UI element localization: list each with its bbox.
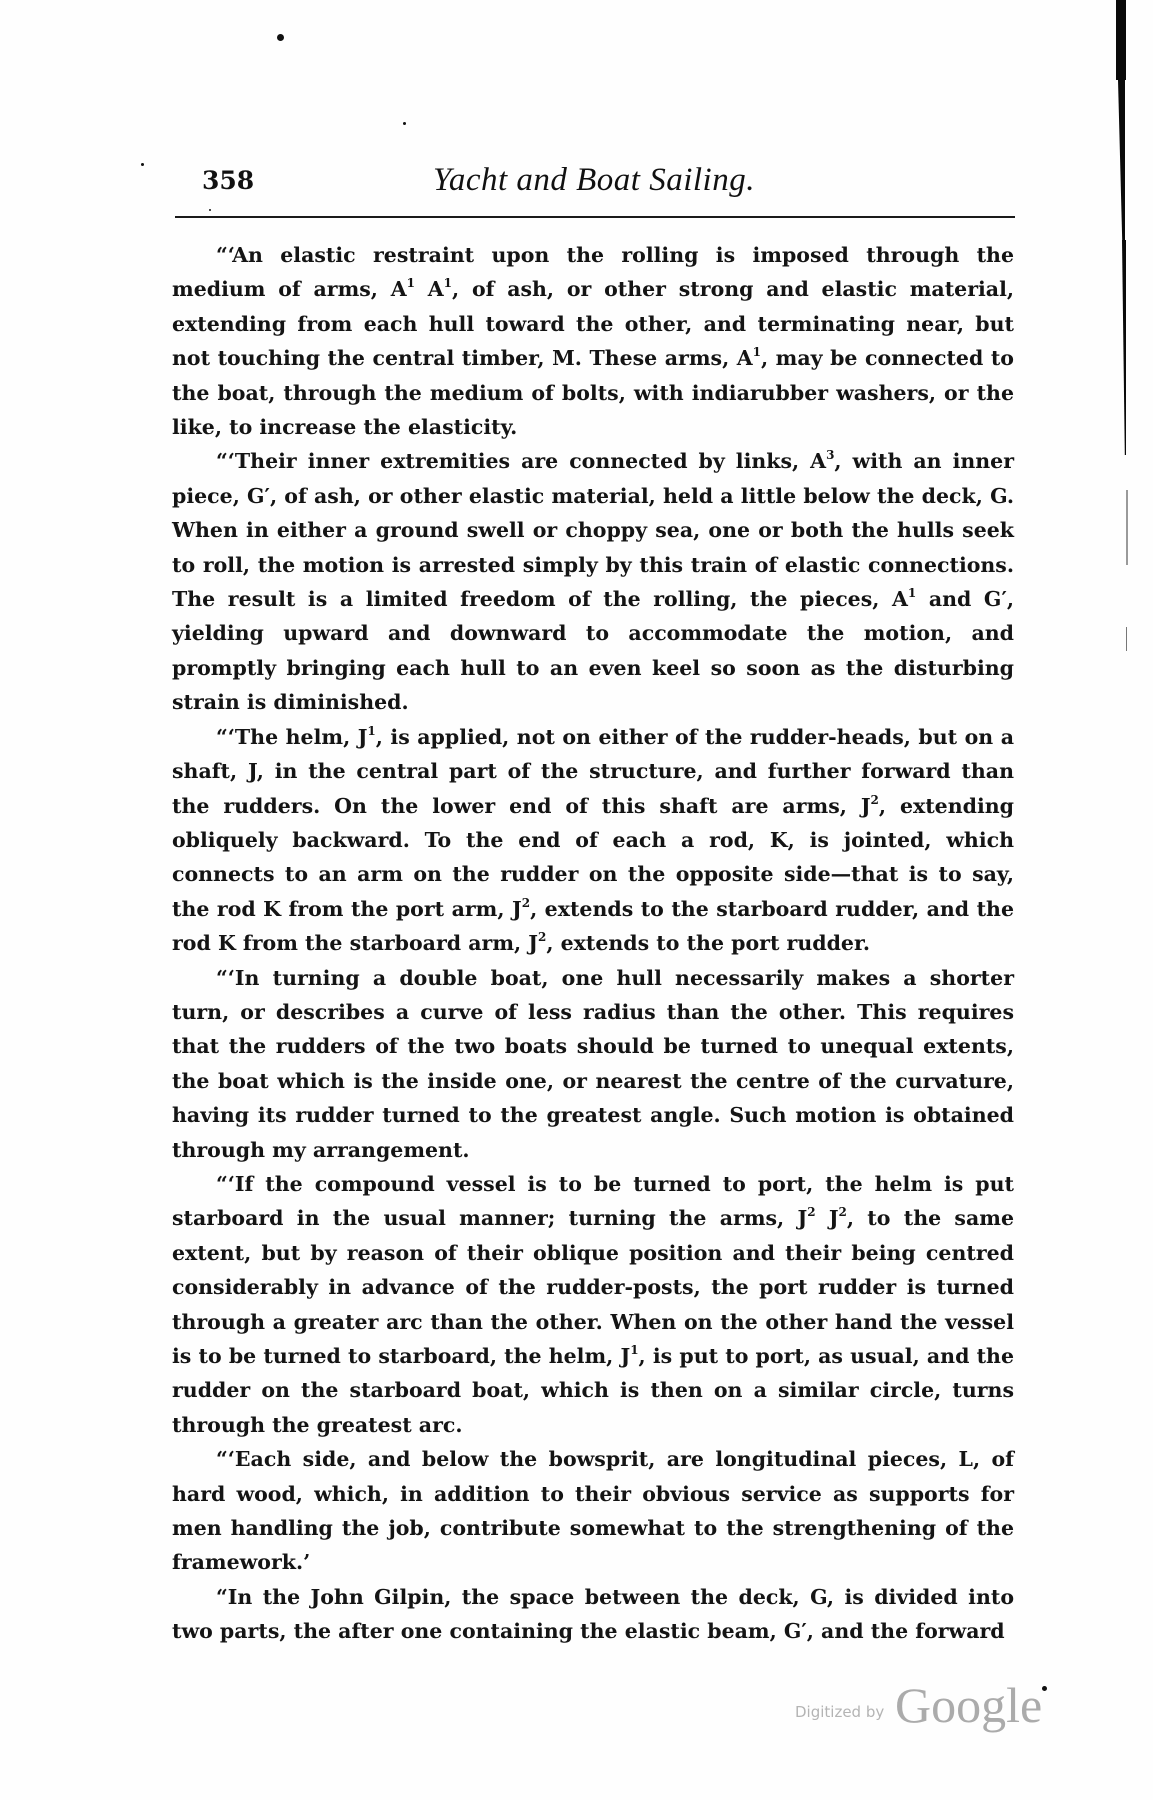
- binding-edge-bar: [1118, 80, 1125, 240]
- watermark-brand: Google: [895, 1677, 1043, 1733]
- text-run: , extends to the port rudder.: [546, 931, 871, 956]
- text-run: J: [815, 1206, 839, 1231]
- page-number: 358: [202, 166, 255, 195]
- superscript-index: 1: [406, 276, 415, 291]
- text-run: “‘Their inner extremities are connected by links, A: [216, 449, 827, 474]
- binding-edge-bar: [1116, 0, 1126, 80]
- superscript-index: 2: [537, 930, 547, 945]
- paragraph: [172, 1580, 1014, 1649]
- superscript-index: 1: [367, 723, 376, 738]
- superscript-index: 2: [838, 1205, 847, 1220]
- text-run: , extends to the starboard rudder, and the rod K from the starboard arm, J: [172, 896, 1014, 956]
- scan-speck: [403, 122, 406, 125]
- text-run: “‘An elastic restraint upon the rolling is imposed through the medium of arms, A: [172, 243, 1014, 302]
- paragraph: [172, 1442, 1014, 1580]
- superscript-index: 2: [870, 792, 879, 807]
- scan-speck: [277, 34, 284, 41]
- text-run: “‘The helm, J: [216, 724, 368, 749]
- text-run: , is applied, not on either of the rudder-heads, but on a shaft, J, in the central part of the structure, and further forward than the rudders. On the lower end of this shaft are arms, J: [172, 724, 1014, 818]
- text-run: A: [414, 277, 444, 302]
- edge-mark: [1126, 627, 1127, 651]
- watermark-prefix: Digitized by: [795, 1703, 885, 1721]
- text-run: and G′, yielding upward and downward to accommodate the motion, and promptly bringing each hull to an even keel so soon as the disturbing strain is diminished.: [172, 587, 1014, 715]
- superscript-index: 1: [752, 345, 761, 360]
- paragraph: [172, 961, 1014, 1167]
- text-run: , extending obliquely backward. To the end of each a rod, K, is jointed, which connects to an arm on the rudder on the opposite side—that is to say, the rod K from the port arm, J: [172, 793, 1014, 921]
- binding-edge-bar: [1122, 240, 1126, 455]
- paragraph: [172, 720, 1014, 961]
- superscript-index: 2: [807, 1205, 816, 1220]
- text-run: , with an inner piece, G′, of ash, or other elastic material, held a little below the deck, G. When in either a ground swell or choppy sea, one or both the hulls seek to roll, the motion is arrested simply by this train of elastic connections. The result is a limited freedom of the rolling, the pieces, A: [172, 449, 1015, 612]
- superscript-index: 1: [907, 586, 917, 601]
- superscript-index: 1: [443, 276, 453, 291]
- running-title: Yacht and Boat Sailing.: [433, 162, 755, 198]
- text-run: “‘Each side, and below the bowsprit, are longitudinal pieces, L, of hard wood, which, in addition to their obvious service as supports for men handling the job, contribute somewhat to the strengthening of the framework.’: [172, 1447, 1014, 1575]
- scan-speck: [1042, 1686, 1047, 1691]
- scan-speck: [209, 209, 211, 211]
- paragraph: [172, 1167, 1014, 1442]
- text-run: , is put to port, as usual, and the rudder on the starboard boat, which is then on a similar circle, turns through the greatest arc.: [172, 1344, 1014, 1437]
- text-run: , of ash, or other strong and elastic material, extending from each hull toward the other, and terminating near, but not touching the central timber, M. These arms, A: [172, 277, 1014, 371]
- scan-speck: [141, 163, 144, 166]
- text-run: “In the John Gilpin, the space between the deck, G, is divided into two parts, the after one containing the elastic beam, G′, and the forward: [172, 1584, 1014, 1644]
- superscript-index: 3: [826, 448, 835, 463]
- text-run: , may be connected to the boat, through the medium of bolts, with indiarubber washers, or the like, to increase the elasticity.: [172, 346, 1014, 440]
- text-run: “‘In turning a double boat, one hull necessarily makes a shorter turn, or describes a curve of less radius than the other. This requires that the rudders of the two boats should be turned to unequal extents, the boat which is the inside one, or nearest the centre of the curvature, having its rudder turned to the greatest angle. Such motion is obtained through my arrangement.: [172, 965, 1014, 1162]
- superscript-index: 2: [521, 895, 531, 910]
- edge-mark: [1126, 490, 1128, 565]
- header-rule: [175, 216, 1015, 218]
- text-run: “‘If the compound vessel is to be turned to port, the helm is put starboard in the usual manner; turning the arms, J: [172, 1171, 1014, 1231]
- running-header: [175, 160, 1015, 204]
- body-text: [172, 238, 1014, 1649]
- superscript-index: 1: [630, 1343, 639, 1357]
- text-run: , to the same extent, but by reason of their oblique position and their being centred considerably in advance of the rudder-posts, the port rudder is turned through a greater arc than the other. When on the other hand the vessel is to be turned to starboard, the helm, J: [172, 1206, 1014, 1368]
- paragraph: [172, 238, 1014, 444]
- paragraph: [172, 444, 1014, 719]
